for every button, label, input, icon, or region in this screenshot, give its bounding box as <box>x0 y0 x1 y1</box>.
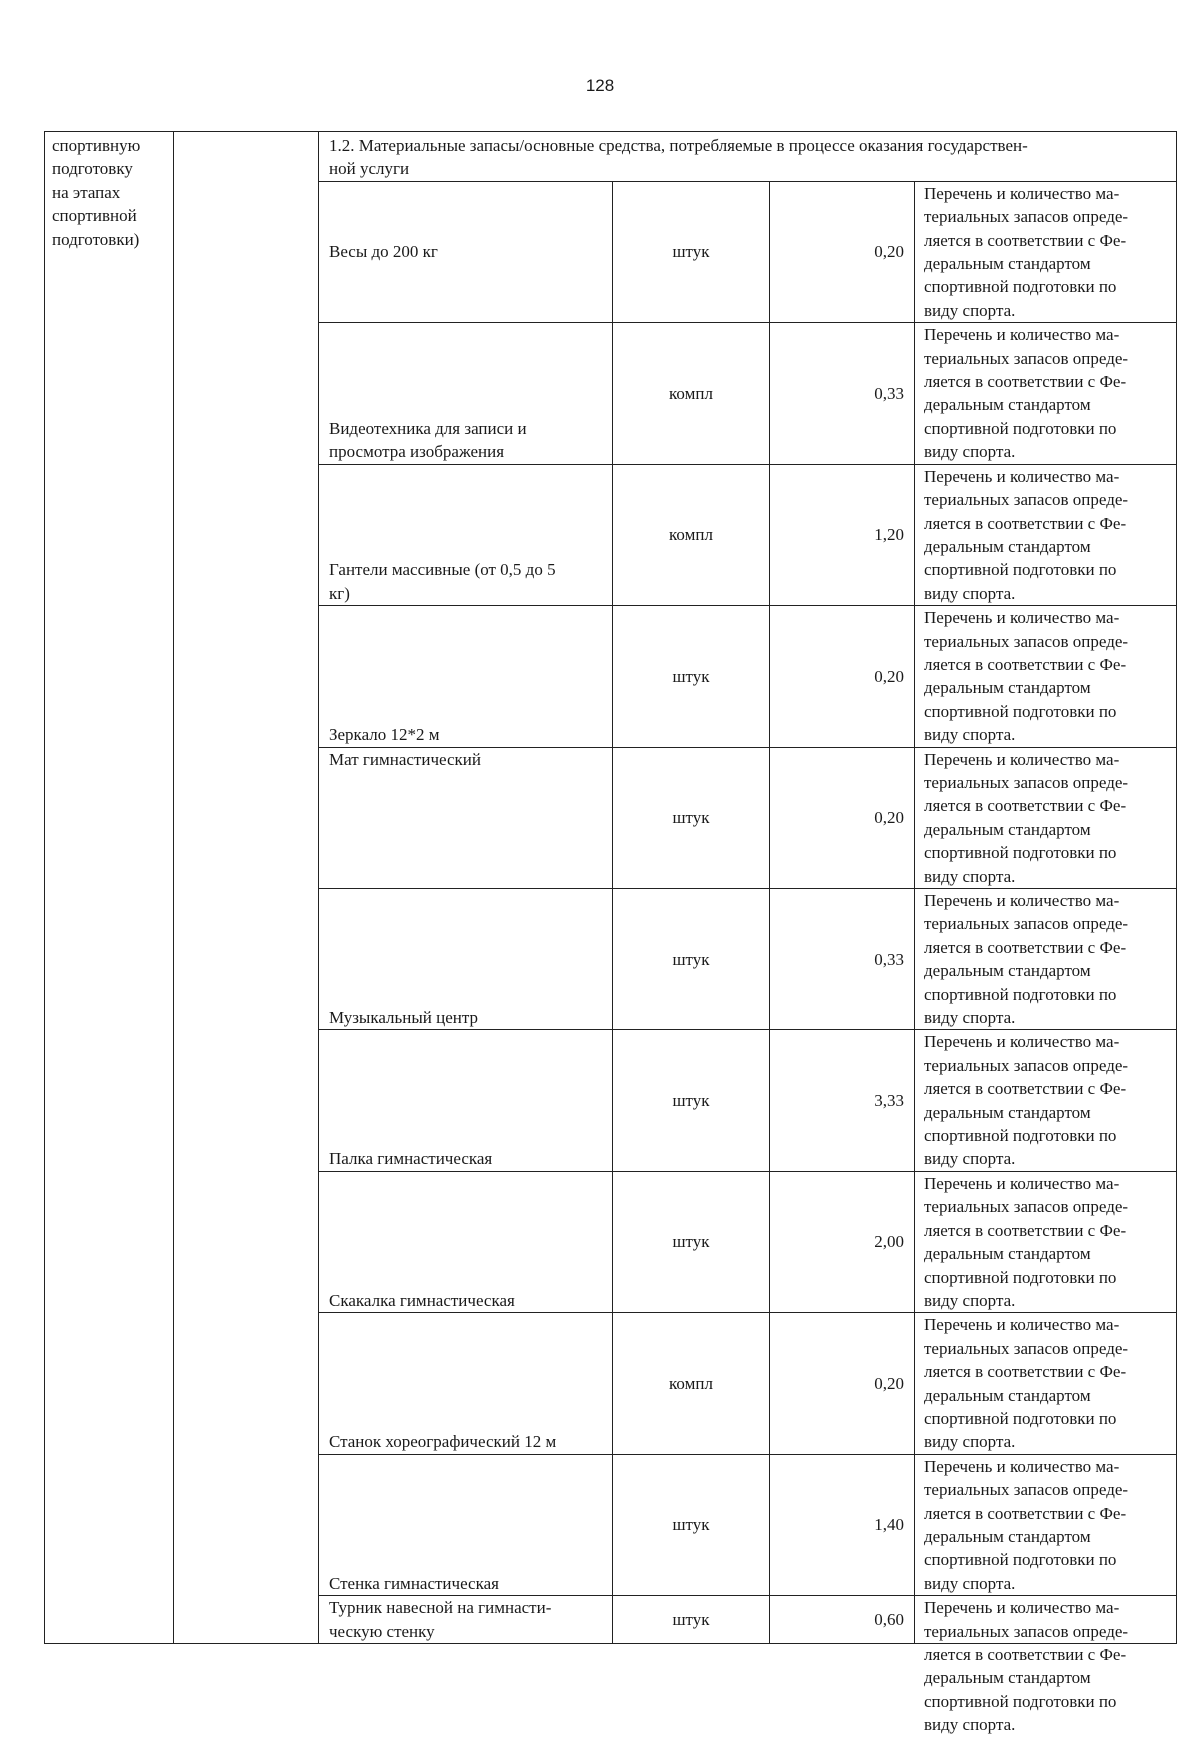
materials-table <box>44 131 1177 1735</box>
note-line: териальных запасов опреде- <box>924 1621 1129 1641</box>
item-name-line: Палка гимнастическая <box>329 1149 493 1169</box>
note-line: Перечень и количество ма- <box>924 1315 1120 1335</box>
note-line: териальных запасов опреде- <box>924 348 1129 368</box>
item-unit: штук <box>613 1596 770 1644</box>
item-name <box>319 606 613 747</box>
item-quantity: 0,20 <box>770 1313 915 1454</box>
item-note <box>915 1596 1177 1735</box>
item-note <box>915 1313 1177 1454</box>
item-name <box>319 323 613 464</box>
note-line: ляется в соответствии с Фе- <box>924 1220 1127 1240</box>
note-line: деральным стандартом <box>924 1668 1091 1688</box>
note-line: Перечень и количество ма- <box>924 749 1120 769</box>
note-line: ляется в соответствии с Фе- <box>924 654 1127 674</box>
item-unit: штук <box>613 1454 770 1595</box>
item-unit: компл <box>613 323 770 464</box>
note-line: спортивной подготовки по <box>924 1267 1117 1287</box>
note-line: спортивной подготовки по <box>924 1691 1117 1711</box>
note-line: виду спорта. <box>924 442 1016 462</box>
item-unit: штук <box>613 889 770 1030</box>
item-quantity: 0,33 <box>770 323 915 464</box>
note-line: деральным стандартом <box>924 678 1091 698</box>
note-line: териальных запасов опреде- <box>924 1197 1129 1217</box>
item-name-line: Мат гимнастический <box>329 749 481 769</box>
note-line: териальных запасов опреде- <box>924 1480 1129 1500</box>
note-line: ляется в соответствии с Фе- <box>924 1079 1127 1099</box>
note-line: Перечень и количество ма- <box>924 466 1120 486</box>
item-name <box>319 747 613 888</box>
item-name <box>319 1454 613 1595</box>
note-line: деральным стандартом <box>924 1244 1091 1264</box>
note-line: териальных запасов опреде- <box>924 1055 1129 1075</box>
note-line: виду спорта. <box>924 300 1016 320</box>
note-line: спортивной подготовки по <box>924 1550 1117 1570</box>
item-quantity: 3,33 <box>770 1030 915 1171</box>
stage-text-line: спортивную <box>52 136 141 155</box>
item-name <box>319 1030 613 1171</box>
note-line: виду спорта. <box>924 1432 1016 1452</box>
section-header-line: ной услуги <box>329 159 410 179</box>
item-name-line: ческую стенку <box>329 1621 435 1641</box>
item-name <box>319 1596 613 1644</box>
item-unit: компл <box>613 464 770 605</box>
note-line: ляется в соответствии с Фе- <box>924 1645 1127 1664</box>
item-name-line: Скакалка гимнастическая <box>329 1290 515 1310</box>
note-line: ляется в соответствии с Фе- <box>924 513 1127 533</box>
note-line: териальных запасов опреде- <box>924 1338 1129 1358</box>
empty-column-cell <box>174 132 319 1644</box>
item-name-line: Стенка гимнастическая <box>329 1573 499 1593</box>
item-name <box>319 1171 613 1312</box>
note-line: виду спорта. <box>924 725 1016 745</box>
item-unit: компл <box>613 1313 770 1454</box>
stage-text-line: подготовку <box>52 159 133 179</box>
note-line: спортивной подготовки по <box>924 277 1117 297</box>
note-line: виду спорта. <box>924 1290 1016 1310</box>
note-line: териальных запасов опреде- <box>924 207 1129 227</box>
item-name-line: Зеркало 12*2 м <box>329 725 440 745</box>
note-line: Перечень и количество ма- <box>924 891 1120 910</box>
note-line: спортивной подготовки по <box>924 984 1117 1004</box>
note-line: виду спорта. <box>924 1008 1016 1028</box>
note-line: деральным стандартом <box>924 1102 1091 1122</box>
item-name-line: Музыкальный центр <box>329 1008 479 1028</box>
item-name-line: просмотра изображения <box>329 442 505 462</box>
note-line: деральным стандартом <box>924 254 1091 274</box>
item-quantity: 1,40 <box>770 1454 915 1595</box>
note-line: териальных запасов опреде- <box>924 914 1129 934</box>
section-header <box>319 132 1177 182</box>
note-line: Перечень и количество ма- <box>924 1173 1120 1193</box>
item-name <box>319 181 613 322</box>
note-line: виду спорта. <box>924 866 1016 886</box>
note-line: Перечень и количество ма- <box>924 183 1120 203</box>
note-line: спортивной подготовки по <box>924 843 1117 863</box>
stage-text-line: спортивной <box>52 206 137 226</box>
note-line: ляется в соответствии с Фе- <box>924 230 1127 250</box>
note-line: виду спорта. <box>924 1573 1016 1593</box>
item-quantity: 0,20 <box>770 181 915 322</box>
note-line: деральным стандартом <box>924 395 1091 415</box>
stage-text-line: подготовки) <box>52 229 140 249</box>
note-line: Перечень и количество ма- <box>924 1598 1120 1618</box>
item-note <box>915 1171 1177 1312</box>
item-name-line: Гантели массивные (от 0,5 до 5 <box>329 560 556 580</box>
note-line: териальных запасов опреде- <box>924 490 1129 510</box>
note-line: спортивной подготовки по <box>924 418 1117 438</box>
note-line: деральным стандартом <box>924 1526 1091 1546</box>
note-line: спортивной подготовки по <box>924 560 1117 580</box>
item-quantity: 1,20 <box>770 464 915 605</box>
note-line: деральным стандартом <box>924 819 1091 839</box>
section-header-row <box>45 132 1177 182</box>
item-name-line: Турник навесной на гимнасти- <box>329 1598 552 1618</box>
stage-description-cell <box>45 132 174 1644</box>
item-name-line: Станок хореографический 12 м <box>329 1432 557 1452</box>
item-quantity: 2,00 <box>770 1171 915 1312</box>
item-unit: штук <box>613 1171 770 1312</box>
note-line: спортивной подготовки по <box>924 1126 1117 1146</box>
item-name-line: Весы до 200 кг <box>329 242 438 262</box>
note-line: деральным стандартом <box>924 1385 1091 1405</box>
note-line: деральным стандартом <box>924 961 1091 981</box>
note-line: ляется в соответствии с Фе- <box>924 372 1127 392</box>
note-line: Перечень и количество ма- <box>924 325 1120 345</box>
note-line: териальных запасов опреде- <box>924 772 1129 792</box>
note-line: териальных запасов опреде- <box>924 631 1129 651</box>
item-note <box>915 606 1177 747</box>
note-line: ляется в соответствии с Фе- <box>924 1362 1127 1382</box>
item-quantity: 0,20 <box>770 606 915 747</box>
section-header-line: 1.2. Материальные запасы/основные средства, потребляемые в процессе оказания государствен- <box>329 136 1028 155</box>
note-line: спортивной подготовки по <box>924 701 1117 721</box>
note-line: виду спорта. <box>924 583 1016 603</box>
item-quantity: 0,20 <box>770 747 915 888</box>
note-line: виду спорта. <box>924 1715 1016 1735</box>
note-line: деральным стандартом <box>924 536 1091 556</box>
note-line: ляется в соответствии с Фе- <box>924 937 1127 957</box>
item-unit: штук <box>613 747 770 888</box>
item-unit: штук <box>613 181 770 322</box>
note-line: Перечень и количество ма- <box>924 1032 1120 1052</box>
item-name <box>319 464 613 605</box>
item-name-line: Видеотехника для записи и <box>329 418 527 438</box>
item-name <box>319 889 613 1030</box>
note-line: ляется в соответствии с Фе- <box>924 796 1127 816</box>
note-line: виду спорта. <box>924 1149 1016 1169</box>
item-quantity: 0,33 <box>770 889 915 1030</box>
item-note <box>915 889 1177 1030</box>
page-number: 128 <box>585 76 615 95</box>
item-name <box>319 1313 613 1454</box>
item-note <box>915 323 1177 464</box>
item-note <box>915 1454 1177 1595</box>
note-line: ляется в соответствии с Фе- <box>924 1503 1127 1523</box>
item-unit: штук <box>613 1030 770 1171</box>
item-note <box>915 464 1177 605</box>
item-unit: штук <box>613 606 770 747</box>
note-line: Перечень и количество ма- <box>924 1456 1120 1476</box>
item-name-line: кг) <box>329 583 350 603</box>
item-note <box>915 747 1177 888</box>
item-note <box>915 1030 1177 1171</box>
stage-text-line: на этапах <box>52 182 121 202</box>
item-quantity: 0,60 <box>770 1596 915 1644</box>
item-note <box>915 181 1177 322</box>
note-line: Перечень и количество ма- <box>924 608 1120 628</box>
note-line: спортивной подготовки по <box>924 1408 1117 1428</box>
